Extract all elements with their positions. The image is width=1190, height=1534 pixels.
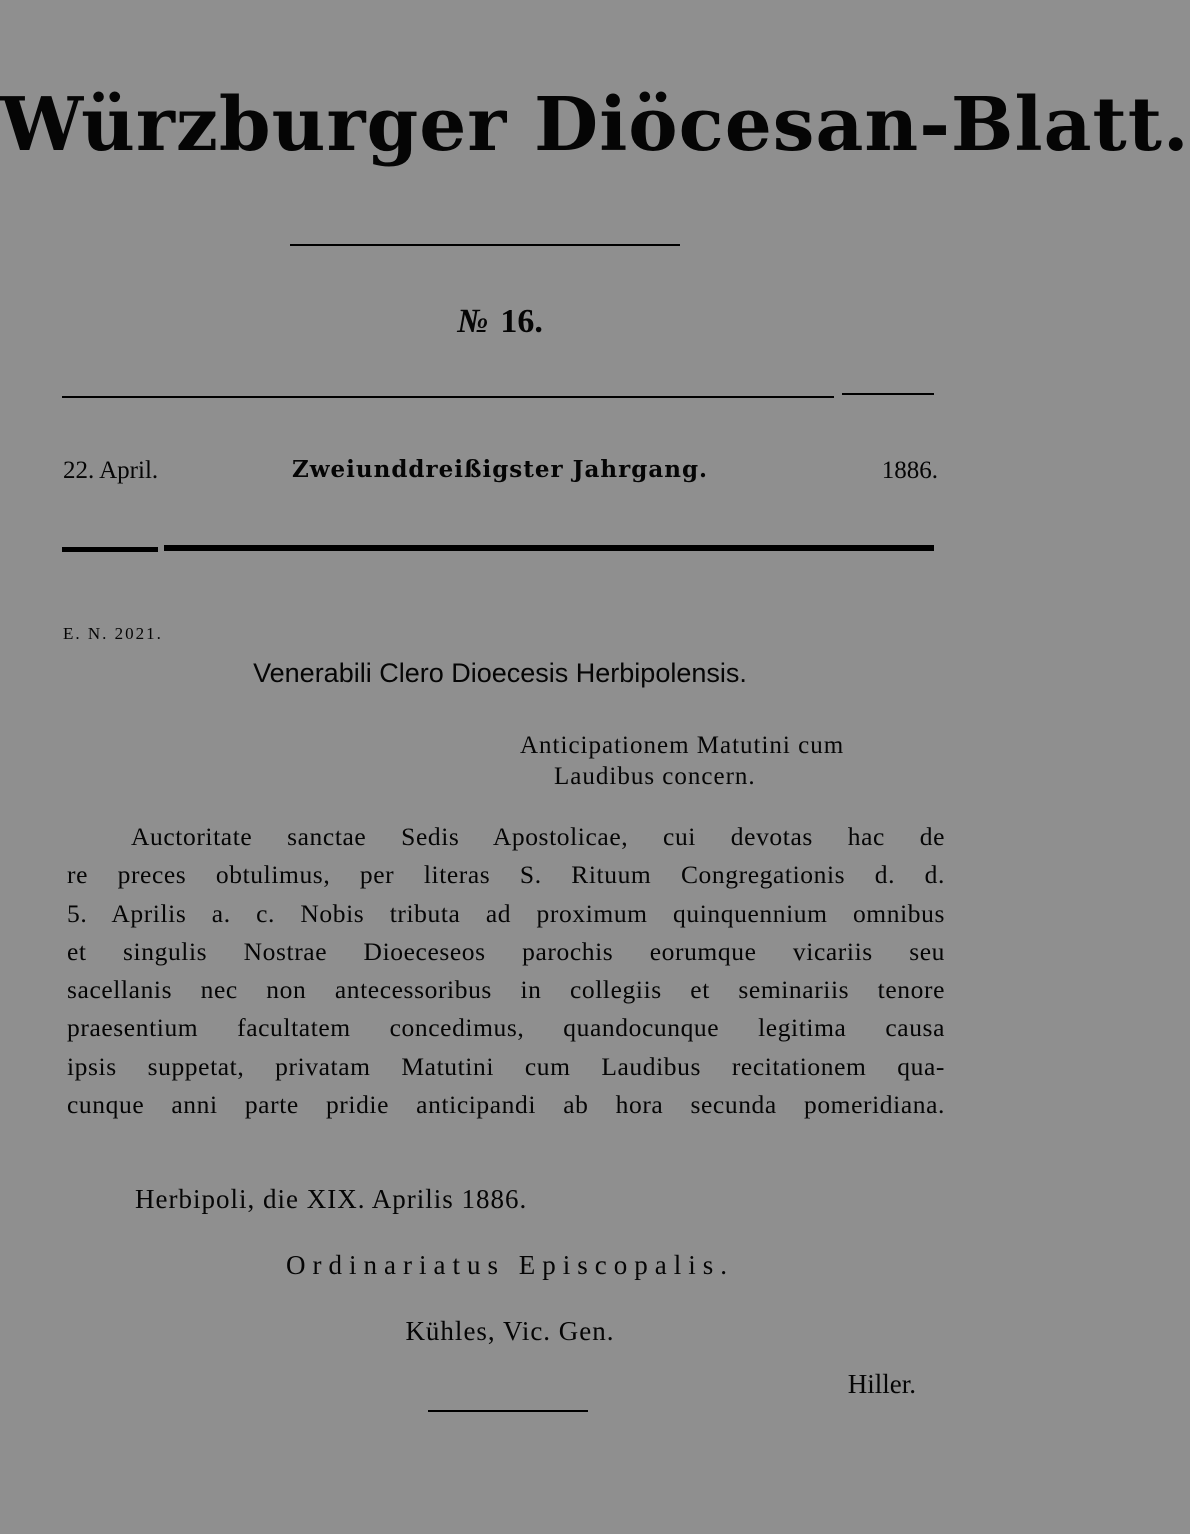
upper-rule-left <box>62 396 834 398</box>
body-line: et singulis Nostrae Dioeceseos parochis eorumque vicariis seu <box>67 936 945 966</box>
body-line: praesentium facultatem concedimus, quandocunque legitima causa <box>67 1013 945 1043</box>
subject-line-2: Laudibus concern. <box>554 763 756 790</box>
body-line: ipsis suppetat, privatam Matutini cum Laudibus recitationem qua- <box>67 1051 945 1081</box>
issue-date: 22. April. <box>63 457 159 484</box>
body-line: 5. Aprilis a. c. Nobis tributa ad proximum quinquennium omnibus <box>67 898 945 928</box>
secretary-signature: Hiller. <box>847 1369 916 1399</box>
issuing-authority: Ordinariatus Episcopalis. <box>286 1250 734 1280</box>
body-line: re preces obtulimus, per literas S. Rituum Congregationis d. d. <box>67 860 945 890</box>
volume-label: Zweiunddreißigster Jahrgang. <box>291 456 709 483</box>
issue-number: 16. <box>500 303 543 340</box>
heavy-rule-right <box>164 545 934 551</box>
masthead-title: Würzburger Diöcesan-Blatt. <box>0 82 1190 168</box>
subject-line-1: Anticipationem Matutini cum <box>520 732 845 759</box>
number-sign: № <box>457 303 489 340</box>
upper-rule-right <box>842 393 934 395</box>
body-line: Auctoritate sanctae Sedis Apostolicae, cui devotas hac de <box>131 822 945 851</box>
notice-body <box>67 818 945 1124</box>
subject-note <box>520 730 940 792</box>
issue-year: 1886. <box>881 457 938 484</box>
heavy-rule-left <box>62 547 158 552</box>
signatory: Kühles, Vic. Gen. <box>405 1316 615 1346</box>
reference-number: E. N. 2021. <box>63 624 163 643</box>
masthead-rule <box>290 244 680 246</box>
place-and-date: Herbipoli, die XIX. Aprilis 1886. <box>135 1184 528 1214</box>
body-line: cunque anni parte pridie anticipandi ab hora secunda pomeridiana. <box>67 1090 945 1120</box>
issue-number-line <box>0 305 1000 339</box>
notice-address: Venerabili Clero Dioecesis Herbipolensis. <box>253 658 747 688</box>
body-line: sacellanis nec non antecessoribus in collegiis et seminariis tenore <box>67 975 945 1005</box>
closing-rule <box>428 1410 588 1412</box>
